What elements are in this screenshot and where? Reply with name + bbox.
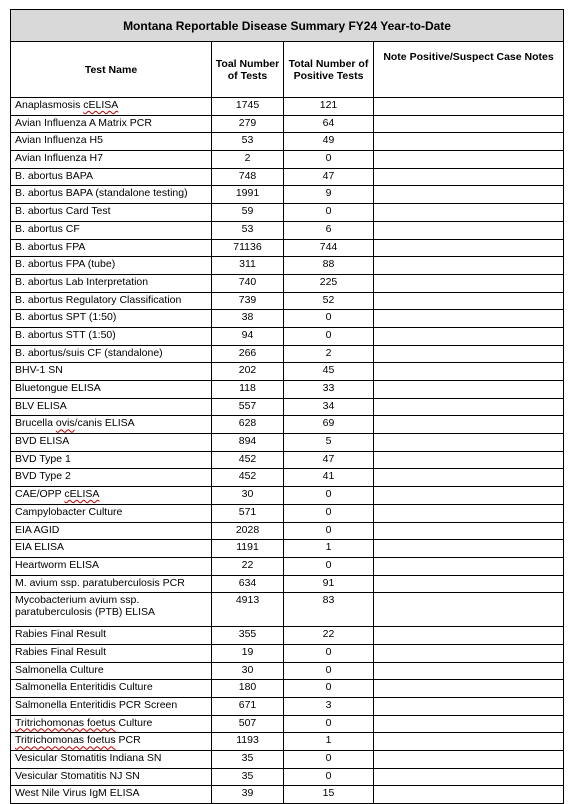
table-row — [11, 186, 564, 204]
test-name-text: Salmonella Enteritidis PCR Screen — [15, 699, 178, 711]
table-row — [11, 327, 564, 345]
total-positive-cell: 34 — [284, 398, 374, 416]
notes-cell — [374, 680, 564, 698]
test-name-text: B. abortus BAPA (standalone testing) — [15, 187, 188, 200]
table-row — [11, 644, 564, 662]
test-name-text: EIA AGID — [15, 523, 60, 536]
test-name-cell — [11, 733, 212, 751]
notes-cell — [374, 98, 564, 116]
test-name-cell — [11, 274, 212, 292]
table-row — [11, 310, 564, 328]
notes-cell — [374, 451, 564, 469]
test-name-cell — [11, 504, 212, 522]
table-row — [11, 381, 564, 399]
test-name-cell — [11, 115, 212, 133]
total-tests-cell: 894 — [212, 434, 284, 452]
test-name-cell — [11, 451, 212, 469]
test-name-cell — [11, 487, 212, 505]
total-tests-cell: 355 — [212, 627, 284, 645]
total-tests-cell: 311 — [212, 257, 284, 275]
test-name-text: B. abortus Card Test — [15, 205, 111, 218]
table-row — [11, 221, 564, 239]
notes-cell — [374, 662, 564, 680]
test-name-cell — [11, 204, 212, 222]
total-positive-cell: 0 — [284, 504, 374, 522]
test-name-text: M. avium ssp. paratuberculosis PCR — [15, 576, 185, 589]
total-positive-cell: 0 — [284, 310, 374, 328]
total-tests-cell: 739 — [212, 292, 284, 310]
test-name-text: B. abortus SPT (1:50) — [15, 311, 117, 324]
test-name-cell — [11, 715, 212, 733]
table-row — [11, 204, 564, 222]
total-tests-cell: 279 — [212, 115, 284, 133]
total-tests-cell: 30 — [212, 662, 284, 680]
test-name-text: Culture — [115, 716, 153, 729]
total-positive-cell: 88 — [284, 257, 374, 275]
test-name-cell — [11, 522, 212, 540]
notes-cell — [374, 186, 564, 204]
test-name-cell — [11, 381, 212, 399]
notes-cell — [374, 522, 564, 540]
table-body — [11, 98, 564, 804]
total-positive-cell: 15 — [284, 786, 374, 804]
total-positive-cell: 0 — [284, 487, 374, 505]
title-row — [11, 10, 564, 42]
test-name-cell — [11, 257, 212, 275]
table-row — [11, 540, 564, 558]
notes-cell — [374, 381, 564, 399]
test-name-cell — [11, 680, 212, 698]
header-notes: Note Positive/Suspect Case Notes — [374, 42, 564, 98]
table-row — [11, 451, 564, 469]
total-positive-cell: 9 — [284, 186, 374, 204]
total-positive-cell: 33 — [284, 381, 374, 399]
test-name-flagged-text: ovis — [55, 417, 75, 430]
total-positive-cell: 52 — [284, 292, 374, 310]
table-row — [11, 786, 564, 804]
total-tests-cell: 671 — [212, 698, 284, 716]
table-row — [11, 115, 564, 133]
test-name-text: B. abortus FPA (tube) — [15, 258, 116, 271]
test-name-text: Vesicular Stomatitis NJ SN — [15, 769, 140, 782]
table-row — [11, 698, 564, 716]
header-test-name: Test Name — [11, 42, 212, 98]
test-name-cell — [11, 540, 212, 558]
test-name-text: Campylobacter Culture — [15, 505, 123, 518]
total-positive-cell: 1 — [284, 540, 374, 558]
total-tests-cell: 2028 — [212, 522, 284, 540]
test-name-text: Rabies Final Result — [15, 628, 107, 641]
total-tests-cell: 266 — [212, 345, 284, 363]
table-row — [11, 292, 564, 310]
notes-cell — [374, 133, 564, 151]
test-name-cell — [11, 310, 212, 328]
total-tests-cell: 1745 — [212, 98, 284, 116]
test-name-cell — [11, 151, 212, 169]
notes-cell — [374, 469, 564, 487]
table-row — [11, 522, 564, 540]
total-tests-cell: 628 — [212, 416, 284, 434]
notes-cell — [374, 257, 564, 275]
test-name-text: BLV ELISA — [15, 399, 67, 412]
total-tests-cell: 1193 — [212, 733, 284, 751]
test-name-text: BVD ELISA — [15, 435, 70, 448]
total-positive-cell: 0 — [284, 151, 374, 169]
table-row — [11, 345, 564, 363]
notes-cell — [374, 698, 564, 716]
header-total-tests: Toal Number of Tests — [212, 42, 284, 98]
test-name-cell — [11, 644, 212, 662]
test-name-cell — [11, 662, 212, 680]
notes-cell — [374, 733, 564, 751]
notes-cell — [374, 398, 564, 416]
test-name-flagged-text: cELISA — [83, 99, 119, 111]
test-name-cell — [11, 98, 212, 116]
table-title: Montana Reportable Disease Summary FY24 Year-to-Date — [11, 10, 564, 42]
table-row — [11, 151, 564, 169]
total-tests-cell: 39 — [212, 786, 284, 804]
test-name-cell — [11, 557, 212, 575]
test-name-text: BVD Type 2 — [15, 470, 71, 483]
test-name-text: Brucella — [15, 417, 56, 430]
table-row — [11, 575, 564, 593]
test-name-cell — [11, 434, 212, 452]
total-tests-cell: 571 — [212, 504, 284, 522]
total-positive-cell: 0 — [284, 768, 374, 786]
test-name-flagged-text: Tritrichomonas foetus — [15, 716, 116, 729]
test-name-text: PCR — [115, 734, 141, 747]
table-row — [11, 398, 564, 416]
table-row — [11, 715, 564, 733]
header-total-positive: Total Number of Positive Tests — [284, 42, 374, 98]
notes-cell — [374, 221, 564, 239]
table-row — [11, 680, 564, 698]
test-name-text: B. abortus/suis CF (standalone) — [15, 346, 163, 359]
total-tests-cell: 35 — [212, 751, 284, 769]
total-tests-cell: 2 — [212, 151, 284, 169]
test-name-flagged-text: Tritrichomonas foetus — [15, 734, 116, 747]
total-tests-cell: 557 — [212, 398, 284, 416]
test-name-cell — [11, 469, 212, 487]
test-name-text: Avian Influenza H5 — [15, 134, 103, 147]
notes-cell — [374, 540, 564, 558]
total-positive-cell: 45 — [284, 363, 374, 381]
test-name-text: BHV-1 SN — [15, 364, 63, 377]
notes-cell — [374, 327, 564, 345]
test-name-cell — [11, 593, 212, 627]
total-positive-cell: 0 — [284, 522, 374, 540]
test-name-cell — [11, 221, 212, 239]
total-tests-cell: 53 — [212, 133, 284, 151]
test-name-text: Salmonella Culture — [15, 663, 104, 676]
test-name-text: Vesicular Stomatitis Indiana SN — [15, 752, 162, 765]
notes-cell — [374, 644, 564, 662]
total-tests-cell: 22 — [212, 557, 284, 575]
test-name-flagged-text: cELISA — [64, 488, 100, 501]
notes-cell — [374, 204, 564, 222]
total-positive-cell: 0 — [284, 327, 374, 345]
notes-cell — [374, 768, 564, 786]
total-positive-cell: 225 — [284, 274, 374, 292]
total-positive-cell: 2 — [284, 345, 374, 363]
table-row — [11, 133, 564, 151]
test-name-cell — [11, 327, 212, 345]
total-positive-cell: 6 — [284, 221, 374, 239]
table-row — [11, 416, 564, 434]
table-row — [11, 363, 564, 381]
test-name-cell — [11, 416, 212, 434]
total-positive-cell: 0 — [284, 680, 374, 698]
table-row — [11, 504, 564, 522]
test-name-cell — [11, 575, 212, 593]
test-name-cell — [11, 768, 212, 786]
total-tests-cell: 71136 — [212, 239, 284, 257]
table-row — [11, 469, 564, 487]
test-name-cell — [11, 168, 212, 186]
total-tests-cell: 53 — [212, 221, 284, 239]
test-name-text: B. abortus BAPA — [15, 169, 94, 182]
total-tests-cell: 202 — [212, 363, 284, 381]
test-name-cell — [11, 398, 212, 416]
total-positive-cell: 744 — [284, 239, 374, 257]
test-name-text: Bluetongue ELISA — [15, 382, 101, 394]
test-name-text: Salmonella Enteritidis Culture — [15, 681, 153, 694]
notes-cell — [374, 115, 564, 133]
total-positive-cell: 83 — [284, 593, 374, 627]
notes-cell — [374, 504, 564, 522]
total-positive-cell: 0 — [284, 751, 374, 769]
total-positive-cell: 0 — [284, 204, 374, 222]
test-name-text: B. abortus CF — [15, 222, 80, 235]
test-name-text: CAE/OPP — [15, 488, 65, 501]
test-name-cell — [11, 627, 212, 645]
test-name-text: B. abortus FPA — [15, 240, 86, 253]
notes-cell — [374, 274, 564, 292]
table-row — [11, 239, 564, 257]
total-tests-cell: 507 — [212, 715, 284, 733]
total-tests-cell: 35 — [212, 768, 284, 786]
total-positive-cell: 1 — [284, 733, 374, 751]
test-name-cell — [11, 186, 212, 204]
total-tests-cell: 180 — [212, 680, 284, 698]
disease-summary-table — [10, 9, 564, 804]
notes-cell — [374, 715, 564, 733]
test-name-text: Mycobacterium avium ssp. paratuberculosis (PTB) ELISA — [15, 594, 156, 619]
test-name-cell — [11, 239, 212, 257]
total-tests-cell: 740 — [212, 274, 284, 292]
table-row — [11, 593, 564, 627]
table-row — [11, 487, 564, 505]
total-positive-cell: 91 — [284, 575, 374, 593]
notes-cell — [374, 786, 564, 804]
total-tests-cell: 19 — [212, 644, 284, 662]
notes-cell — [374, 557, 564, 575]
table-row — [11, 557, 564, 575]
test-name-cell — [11, 292, 212, 310]
test-name-text: B. abortus Lab Interpretation — [15, 275, 149, 288]
total-tests-cell: 452 — [212, 451, 284, 469]
test-name-cell — [11, 345, 212, 363]
test-name-cell — [11, 698, 212, 716]
test-name-text: /canis ELISA — [74, 417, 135, 430]
test-name-cell — [11, 133, 212, 151]
total-positive-cell: 121 — [284, 98, 374, 116]
total-positive-cell: 3 — [284, 698, 374, 716]
total-positive-cell: 22 — [284, 627, 374, 645]
table-row — [11, 98, 564, 116]
notes-cell — [374, 593, 564, 627]
notes-cell — [374, 575, 564, 593]
notes-cell — [374, 292, 564, 310]
notes-cell — [374, 487, 564, 505]
table-row — [11, 274, 564, 292]
test-name-text: B. abortus Regulatory Classification — [15, 293, 182, 306]
test-name-text: Avian Influenza A Matrix PCR — [15, 116, 152, 129]
notes-cell — [374, 345, 564, 363]
table-row — [11, 257, 564, 275]
test-name-cell — [11, 363, 212, 381]
total-positive-cell: 41 — [284, 469, 374, 487]
test-name-text: B. abortus STT (1:50) — [15, 328, 116, 341]
header-row — [11, 42, 564, 98]
total-positive-cell: 0 — [284, 557, 374, 575]
notes-cell — [374, 310, 564, 328]
total-tests-cell: 59 — [212, 204, 284, 222]
total-positive-cell: 47 — [284, 451, 374, 469]
notes-cell — [374, 416, 564, 434]
test-name-text: West Nile Virus IgM ELISA — [15, 787, 140, 800]
table-row — [11, 168, 564, 186]
notes-cell — [374, 151, 564, 169]
notes-cell — [374, 168, 564, 186]
table-row — [11, 627, 564, 645]
test-name-text: Heartworm ELISA — [15, 558, 100, 571]
table-row — [11, 662, 564, 680]
total-tests-cell: 30 — [212, 487, 284, 505]
test-name-text: EIA ELISA — [15, 541, 65, 554]
total-positive-cell: 0 — [284, 644, 374, 662]
notes-cell — [374, 434, 564, 452]
total-tests-cell: 452 — [212, 469, 284, 487]
test-name-text: Avian Influenza H7 — [15, 152, 103, 165]
total-tests-cell: 38 — [212, 310, 284, 328]
test-name-text: BVD Type 1 — [15, 452, 71, 465]
total-tests-cell: 4913 — [212, 593, 284, 627]
table-row — [11, 768, 564, 786]
total-tests-cell: 118 — [212, 381, 284, 399]
test-name-text: Rabies Final Result — [15, 645, 107, 658]
total-positive-cell: 64 — [284, 115, 374, 133]
total-positive-cell: 0 — [284, 662, 374, 680]
test-name-cell — [11, 786, 212, 804]
total-positive-cell: 5 — [284, 434, 374, 452]
total-tests-cell: 748 — [212, 168, 284, 186]
test-name-text: Anaplasmosis — [15, 99, 84, 111]
notes-cell — [374, 239, 564, 257]
total-positive-cell: 47 — [284, 168, 374, 186]
table-row — [11, 733, 564, 751]
total-positive-cell: 49 — [284, 133, 374, 151]
notes-cell — [374, 627, 564, 645]
total-tests-cell: 1191 — [212, 540, 284, 558]
total-tests-cell: 1991 — [212, 186, 284, 204]
total-tests-cell: 94 — [212, 327, 284, 345]
total-tests-cell: 634 — [212, 575, 284, 593]
total-positive-cell: 0 — [284, 715, 374, 733]
table-row — [11, 434, 564, 452]
notes-cell — [374, 363, 564, 381]
total-positive-cell: 69 — [284, 416, 374, 434]
